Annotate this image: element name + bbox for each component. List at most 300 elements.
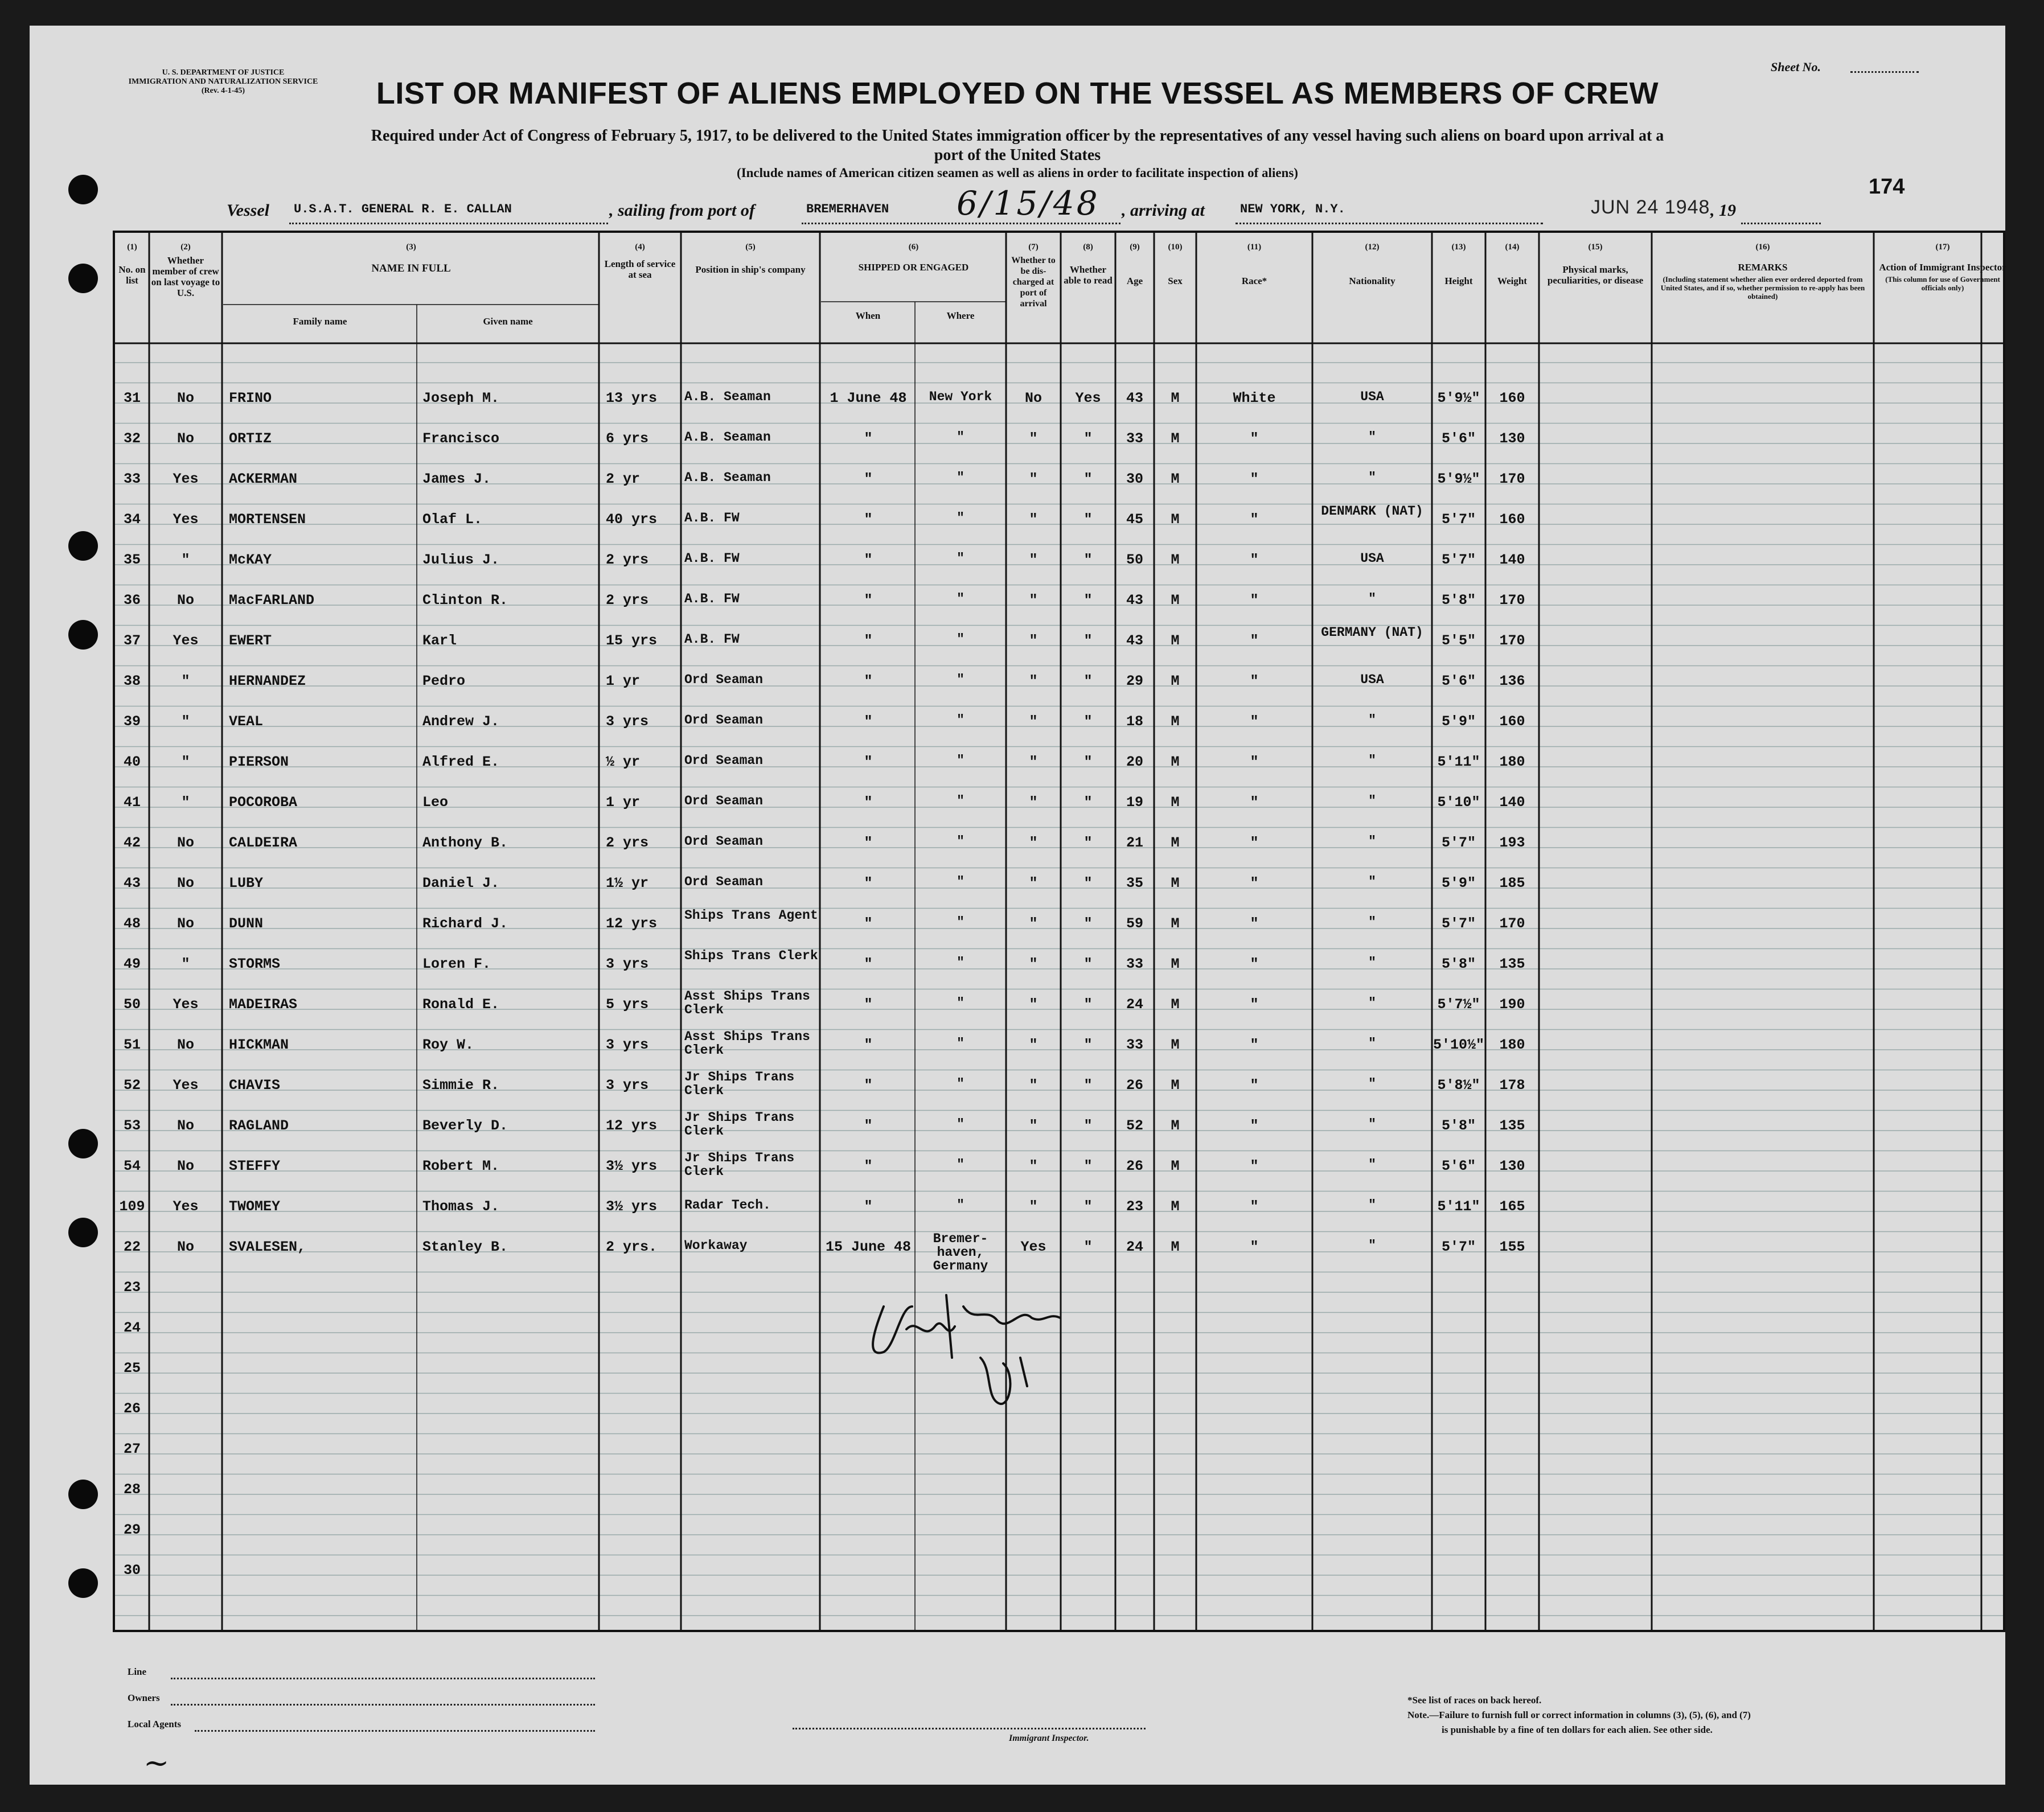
col-header-action-note: (This column for use of Government officials only): [1885, 275, 2000, 292]
row-number: 28: [123, 1481, 141, 1498]
subtitle: Required under Act of Congress of February 5, 1917, to be delivered to the United States immigration officer by the representatives of any vessel having such aliens on board upon arrival at a: [371, 127, 1664, 145]
cell-race: ": [1250, 996, 1259, 1013]
cell-weight: 140: [1499, 794, 1525, 811]
cell-age: 43: [1126, 390, 1143, 406]
cell-weight: 140: [1499, 552, 1525, 568]
cell-age: 26: [1126, 1158, 1143, 1174]
cell-discharged: ": [1029, 1077, 1038, 1094]
cell-position: Ord Seaman: [684, 794, 764, 808]
cell-sex: M: [1171, 592, 1180, 609]
cell-age: 59: [1126, 915, 1143, 932]
cell-position: A.B. Seaman: [684, 389, 771, 404]
cell-race: ": [1250, 1198, 1259, 1215]
cell-race: ": [1250, 430, 1259, 447]
cell-read: ": [1083, 471, 1093, 487]
cell-position: A.B. FW: [684, 591, 740, 606]
cell-read: ": [1083, 511, 1093, 528]
vessel-name: U.S.A.T. GENERAL R. E. CALLAN: [294, 202, 512, 216]
cell-no: 33: [123, 471, 141, 487]
arriving-port: NEW YORK, N.Y.: [1240, 202, 1345, 216]
cell-discharged: ": [1029, 915, 1038, 932]
cell-where: ": [957, 915, 964, 930]
cell-position: Jr Ships Trans Clerk: [684, 1070, 795, 1098]
year-label: , 19: [1710, 201, 1736, 220]
col-header-discharged-label: Whether to be dis-charged at port of arrival: [1011, 256, 1056, 309]
cell-given: Thomas J.: [422, 1198, 500, 1215]
col-header-read: (8) Whether able to read: [1062, 242, 1114, 286]
cell-race: ": [1250, 511, 1259, 528]
cell-nationality: ": [1368, 1238, 1376, 1253]
cell-read: ": [1083, 835, 1093, 851]
cell-height: 5'9": [1441, 713, 1476, 730]
cell-weight: 165: [1499, 1198, 1525, 1215]
cell-service: 2 yr: [606, 471, 641, 487]
cell-discharged: ": [1029, 632, 1038, 649]
cell-weight: 190: [1499, 996, 1525, 1013]
cell-nationality: ": [1368, 834, 1376, 849]
cell-nationality: ": [1368, 874, 1376, 889]
cell-crew: No: [177, 1117, 194, 1134]
cell-crew: ": [181, 552, 190, 568]
cell-where: ": [957, 1076, 964, 1091]
cell-position: Jr Ships Trans Clerk: [684, 1110, 795, 1139]
cell-nationality: USA: [1360, 672, 1384, 687]
cell-no: 49: [123, 956, 141, 972]
cell-height: 5'7": [1441, 1239, 1476, 1255]
cell-given: Beverly D.: [422, 1117, 508, 1134]
cell-when: ": [864, 592, 873, 609]
cell-where: ": [957, 874, 964, 889]
cell-where: ": [957, 551, 964, 566]
row-number: 25: [123, 1360, 141, 1377]
cell-race: ": [1250, 673, 1259, 689]
cell-family: DUNN: [229, 915, 264, 932]
row-number: 23: [123, 1279, 141, 1296]
cell-nationality: USA: [1360, 389, 1384, 404]
cell-given: Richard J.: [422, 915, 508, 932]
cell-given: Anthony B.: [422, 835, 508, 851]
cell-height: 5'7": [1441, 835, 1476, 851]
cell-height: 5'10": [1437, 794, 1480, 811]
cell-sex: M: [1171, 956, 1180, 972]
cell-sex: M: [1171, 794, 1180, 811]
row-number: 27: [123, 1441, 141, 1457]
footer-race-note: *See list of races on back hereof.: [1407, 1695, 1542, 1706]
cell-service: 3 yrs: [606, 956, 649, 972]
cell-service: 13 yrs: [606, 390, 658, 406]
cell-height: 5'8": [1441, 592, 1476, 609]
cell-service: 5 yrs: [606, 996, 649, 1013]
cell-where: ": [957, 632, 964, 647]
cell-race: ": [1250, 1239, 1259, 1255]
col-header-where: Where: [946, 310, 975, 321]
cell-when: ": [864, 835, 873, 851]
col-header-name: (3) NAME IN FULL: [223, 242, 599, 274]
cell-read: ": [1083, 1117, 1093, 1134]
col-header-weight-label: Weight: [1497, 276, 1527, 286]
cell-no: 43: [123, 875, 141, 891]
cell-race: ": [1250, 592, 1259, 609]
cell-given: Leo: [422, 794, 449, 811]
col-header-age: (9) Age: [1117, 242, 1153, 286]
cell-discharged: ": [1029, 673, 1038, 689]
col-header-weight: (14) Weight: [1487, 242, 1538, 286]
cell-sex: M: [1171, 1117, 1180, 1134]
cell-read: ": [1083, 794, 1093, 811]
col-header-shipped-label: SHIPPED OR ENGAGED: [858, 262, 969, 273]
cell-nationality: USA: [1360, 551, 1384, 566]
cell-discharged: ": [1029, 996, 1038, 1013]
col-header-nationality-label: Nationality: [1349, 276, 1395, 286]
cell-height: 5'11": [1437, 754, 1480, 770]
cell-height: 5'7": [1441, 511, 1476, 528]
cell-race: ": [1250, 794, 1259, 811]
form-revision: (Rev. 4-1-45): [201, 87, 245, 95]
cell-crew: Yes: [173, 471, 199, 487]
cell-where: ": [957, 1117, 964, 1132]
cell-position: A.B. FW: [684, 632, 740, 647]
cell-position: A.B. Seaman: [684, 470, 771, 485]
cell-read: ": [1083, 875, 1093, 891]
col-header-position-label: Position in ship's company: [695, 264, 806, 275]
cell-weight: 180: [1499, 754, 1525, 770]
cell-sex: M: [1171, 673, 1180, 689]
cell-given: Robert M.: [422, 1158, 500, 1174]
subtitle-port: port of the United States: [934, 146, 1101, 164]
cell-weight: 160: [1499, 713, 1525, 730]
cell-sex: M: [1171, 754, 1180, 770]
agency-service: IMMIGRATION AND NATURALIZATION SERVICE: [128, 77, 318, 86]
agency-name: U. S. DEPARTMENT OF JUSTICE: [162, 68, 285, 77]
cell-when: ": [864, 471, 873, 487]
cell-crew: ": [181, 794, 190, 811]
cell-race: ": [1250, 915, 1259, 932]
cell-height: 5'6": [1441, 673, 1476, 689]
col-header-service-label: Length of service at sea: [604, 258, 676, 280]
footer-owners-field: [171, 1704, 595, 1706]
cell-where: ": [957, 672, 964, 687]
manifest-page: [30, 26, 2005, 1785]
cell-read: ": [1083, 915, 1093, 932]
cell-when: ": [864, 1117, 873, 1134]
inspector-signature-line: [793, 1728, 1146, 1729]
cell-weight: 160: [1499, 511, 1525, 528]
cell-age: 30: [1126, 471, 1143, 487]
cell-service: 2 yrs: [606, 835, 649, 851]
cell-no: 37: [123, 632, 141, 649]
col-header-no: (1) No. on list: [116, 242, 148, 286]
cell-sex: M: [1171, 1037, 1180, 1053]
cell-where: ": [957, 591, 964, 606]
cell-when: ": [864, 552, 873, 568]
cell-crew: ": [181, 754, 190, 770]
cell-sex: M: [1171, 511, 1180, 528]
cell-given: Loren F.: [422, 956, 491, 972]
cell-service: 3½ yrs: [606, 1198, 658, 1215]
col-header-sex-label: Sex: [1168, 276, 1183, 286]
cell-service: 2 yrs: [606, 552, 649, 568]
cell-when: ": [864, 430, 873, 447]
cell-family: HICKMAN: [229, 1037, 289, 1053]
cell-service: 3 yrs: [606, 1037, 649, 1053]
cell-where: ": [957, 1198, 964, 1213]
cell-when: ": [864, 632, 873, 649]
cell-weight: 170: [1499, 471, 1525, 487]
cell-given: James J.: [422, 471, 491, 487]
cell-crew: Yes: [173, 1198, 199, 1215]
cell-family: CALDEIRA: [229, 835, 298, 851]
cell-discharged: ": [1029, 592, 1038, 609]
cell-age: 19: [1126, 794, 1143, 811]
cell-height: 5'5": [1441, 632, 1476, 649]
cell-no: 41: [123, 794, 141, 811]
col-header-nationality: (12) Nationality: [1314, 242, 1431, 286]
cell-discharged: ": [1029, 511, 1038, 528]
cell-sex: M: [1171, 632, 1180, 649]
cell-weight: 185: [1499, 875, 1525, 891]
cell-race: ": [1250, 1077, 1259, 1094]
cell-service: ½ yr: [606, 754, 641, 770]
cell-nationality: ": [1368, 470, 1376, 485]
cell-race: ": [1250, 1158, 1259, 1174]
cell-height: 5'6": [1441, 430, 1476, 447]
inspector-signature: [849, 1272, 1089, 1415]
cell-position: Ships Trans Clerk: [684, 948, 818, 963]
cell-weight: 160: [1499, 390, 1525, 406]
cell-given: Simmie R.: [422, 1077, 500, 1094]
cell-crew: No: [177, 1239, 194, 1255]
cell-given: Francisco: [422, 430, 500, 447]
cell-age: 43: [1126, 592, 1143, 609]
col-header-race-label: Race*: [1241, 276, 1267, 286]
cell-family: VEAL: [229, 713, 264, 730]
cell-when: ": [864, 794, 873, 811]
cell-crew: No: [177, 592, 194, 609]
handwritten-date: 6/15/48: [957, 184, 1100, 223]
col-header-remarks: (16) REMARKS (Including statement whether alien ever ordered deported from United States, and if so, whether permission to re-apply has been obtained): [1653, 242, 1873, 301]
cell-nationality: ": [1368, 1076, 1376, 1091]
col-header-sex: (10) Sex: [1155, 242, 1195, 286]
cell-service: 3 yrs: [606, 1077, 649, 1094]
cell-read: ": [1083, 1077, 1093, 1094]
cell-age: 18: [1126, 713, 1143, 730]
cell-height: 5'9½": [1437, 390, 1480, 406]
cell-sex: M: [1171, 1198, 1180, 1215]
footer-hand-mark: ~: [143, 1745, 170, 1781]
cell-position: Ships Trans Agent: [684, 908, 818, 923]
col-header-family: Family name: [293, 316, 347, 327]
cell-age: 26: [1126, 1077, 1143, 1094]
col-header-physical: (15) Physical marks, peculiarities, or disease: [1540, 242, 1651, 286]
row-number: 24: [123, 1320, 141, 1336]
cell-when: ": [864, 713, 873, 730]
cell-age: 45: [1126, 511, 1143, 528]
cell-family: HERNANDEZ: [229, 673, 306, 689]
col-header-height: (13) Height: [1433, 242, 1484, 286]
cell-nationality: ": [1368, 955, 1376, 970]
col-header-read-label: Whether able to read: [1064, 264, 1113, 286]
cell-discharged: ": [1029, 430, 1038, 447]
col-header-remarks-note: (Including statement whether alien ever ordered deported from United States, and if so, whether permission to re-apply has been obtained): [1660, 275, 1865, 301]
cell-family: McKAY: [229, 552, 272, 568]
cell-age: 33: [1126, 430, 1143, 447]
date-stamp: JUN 24 1948: [1591, 196, 1710, 218]
cell-age: 50: [1126, 552, 1143, 568]
cell-given: Julius J.: [422, 552, 500, 568]
cell-weight: 170: [1499, 632, 1525, 649]
vessel-label: Vessel: [227, 201, 269, 220]
col-header-physical-label: Physical marks, peculiarities, or disease: [1547, 264, 1644, 286]
cell-nationality: ": [1368, 1157, 1376, 1172]
cell-service: 1½ yr: [606, 875, 649, 891]
cell-nationality: ": [1368, 915, 1376, 930]
cell-nationality: ": [1368, 1117, 1376, 1132]
cell-when: ": [864, 511, 873, 528]
cell-discharged: ": [1029, 875, 1038, 891]
cell-where: ": [957, 794, 964, 808]
cell-discharged: ": [1029, 1198, 1038, 1215]
cell-sex: M: [1171, 1239, 1180, 1255]
cell-family: CHAVIS: [229, 1077, 281, 1094]
cell-height: 5'11": [1437, 1198, 1480, 1215]
cell-position: Radar Tech.: [684, 1198, 771, 1213]
cell-discharged: ": [1029, 835, 1038, 851]
cell-race: ": [1250, 471, 1259, 487]
cell-crew: ": [181, 713, 190, 730]
cell-given: Daniel J.: [422, 875, 500, 891]
cell-race: ": [1250, 835, 1259, 851]
cell-when: 1 June 48: [830, 390, 907, 406]
footer-note: Note.—Failure to furnish full or correct information in columns (3), (5), (6), and (7): [1407, 1710, 1751, 1720]
cell-discharged: ": [1029, 471, 1038, 487]
cell-where: ": [957, 713, 964, 728]
cell-height: 5'8": [1441, 1117, 1476, 1134]
cell-where: ": [957, 955, 964, 970]
cell-weight: 135: [1499, 956, 1525, 972]
col-header-given: Given name: [483, 316, 533, 327]
cell-given: Clinton R.: [422, 592, 508, 609]
cell-age: 24: [1126, 1239, 1143, 1255]
cell-sex: M: [1171, 835, 1180, 851]
cell-given: Stanley B.: [422, 1239, 508, 1255]
cell-read: ": [1083, 956, 1093, 972]
cell-no: 38: [123, 673, 141, 689]
cell-position: Ord Seaman: [684, 753, 764, 768]
cell-height: 5'7½": [1437, 996, 1480, 1013]
cell-no: 32: [123, 430, 141, 447]
cell-discharged: ": [1029, 956, 1038, 972]
cell-discharged: ": [1029, 1037, 1038, 1053]
cell-no: 42: [123, 835, 141, 851]
cell-crew: No: [177, 1037, 194, 1053]
sailing-port: BREMERHAVEN: [806, 202, 889, 216]
cell-read: ": [1083, 713, 1093, 730]
cell-discharged: No: [1024, 390, 1042, 406]
cell-age: 21: [1126, 835, 1143, 851]
cell-weight: 193: [1499, 835, 1525, 851]
cell-sex: M: [1171, 430, 1180, 447]
cell-read: ": [1083, 1239, 1093, 1255]
cell-race: ": [1250, 754, 1259, 770]
cell-crew: No: [177, 915, 194, 932]
cell-where: ": [957, 511, 964, 525]
cell-crew: Yes: [173, 1077, 199, 1094]
cell-where: ": [957, 1036, 964, 1051]
cell-sex: M: [1171, 1158, 1180, 1174]
cell-position: Ord Seaman: [684, 672, 764, 687]
cell-crew: ": [181, 673, 190, 689]
col-header-action: (17) Action of Immigrant Inspector (This column for use of Government officials only): [1875, 242, 2010, 292]
cell-service: 1 yr: [606, 673, 641, 689]
cell-where: ": [957, 470, 964, 485]
cell-position: A.B. FW: [684, 551, 740, 566]
cell-height: 5'9": [1441, 875, 1476, 891]
cell-when: ": [864, 754, 873, 770]
cell-service: 3 yrs: [606, 713, 649, 730]
cell-discharged: ": [1029, 552, 1038, 568]
cell-weight: 170: [1499, 915, 1525, 932]
cell-position: Jr Ships Trans Clerk: [684, 1151, 795, 1179]
sailing-label: , sailing from port of: [609, 201, 755, 220]
cell-nationality: ": [1368, 1198, 1376, 1213]
cell-position: Ord Seaman: [684, 713, 764, 728]
col-header-no-label: No. on list: [118, 264, 146, 286]
cell-crew: Yes: [173, 632, 199, 649]
cell-nationality: GERMANY (NAT): [1321, 625, 1423, 640]
cell-given: Andrew J.: [422, 713, 500, 730]
col-header-remarks-label: REMARKS: [1738, 262, 1788, 273]
cell-service: 2 yrs: [606, 592, 649, 609]
cell-family: FRINO: [229, 390, 272, 406]
cell-family: STORMS: [229, 956, 281, 972]
cell-sex: M: [1171, 1077, 1180, 1094]
cell-no: 22: [123, 1239, 141, 1255]
cell-where: ": [957, 753, 964, 768]
cell-race: White: [1233, 390, 1276, 406]
cell-age: 29: [1126, 673, 1143, 689]
cell-given: Alfred E.: [422, 754, 500, 770]
cell-when: ": [864, 673, 873, 689]
cell-nationality: ": [1368, 430, 1376, 445]
cell-weight: 155: [1499, 1239, 1525, 1255]
cell-read: ": [1083, 632, 1093, 649]
cell-where: ": [957, 834, 964, 849]
cell-no: 36: [123, 592, 141, 609]
cell-height: 5'10½": [1433, 1037, 1485, 1053]
col-header-service: (4) Length of service at sea: [600, 242, 680, 280]
cell-no: 39: [123, 713, 141, 730]
cell-read: ": [1083, 592, 1093, 609]
cell-when: ": [864, 1158, 873, 1174]
cell-weight: 180: [1499, 1037, 1525, 1053]
cell-crew: No: [177, 430, 194, 447]
footer-agents-label: Local Agents: [128, 1719, 181, 1729]
cell-family: MORTENSEN: [229, 511, 306, 528]
cell-race: ": [1250, 956, 1259, 972]
cell-family: ACKERMAN: [229, 471, 298, 487]
cell-family: EWERT: [229, 632, 272, 649]
col-header-action-label: Action of Immigrant Inspector: [1879, 262, 2006, 273]
cell-sex: M: [1171, 390, 1180, 406]
cell-service: 12 yrs: [606, 915, 658, 932]
cell-when: ": [864, 1077, 873, 1094]
cell-service: 15 yrs: [606, 632, 658, 649]
cell-given: Olaf L.: [422, 511, 483, 528]
cell-no: 31: [123, 390, 141, 406]
cell-nationality: ": [1368, 794, 1376, 808]
row-number: 30: [123, 1562, 141, 1579]
cell-weight: 170: [1499, 592, 1525, 609]
